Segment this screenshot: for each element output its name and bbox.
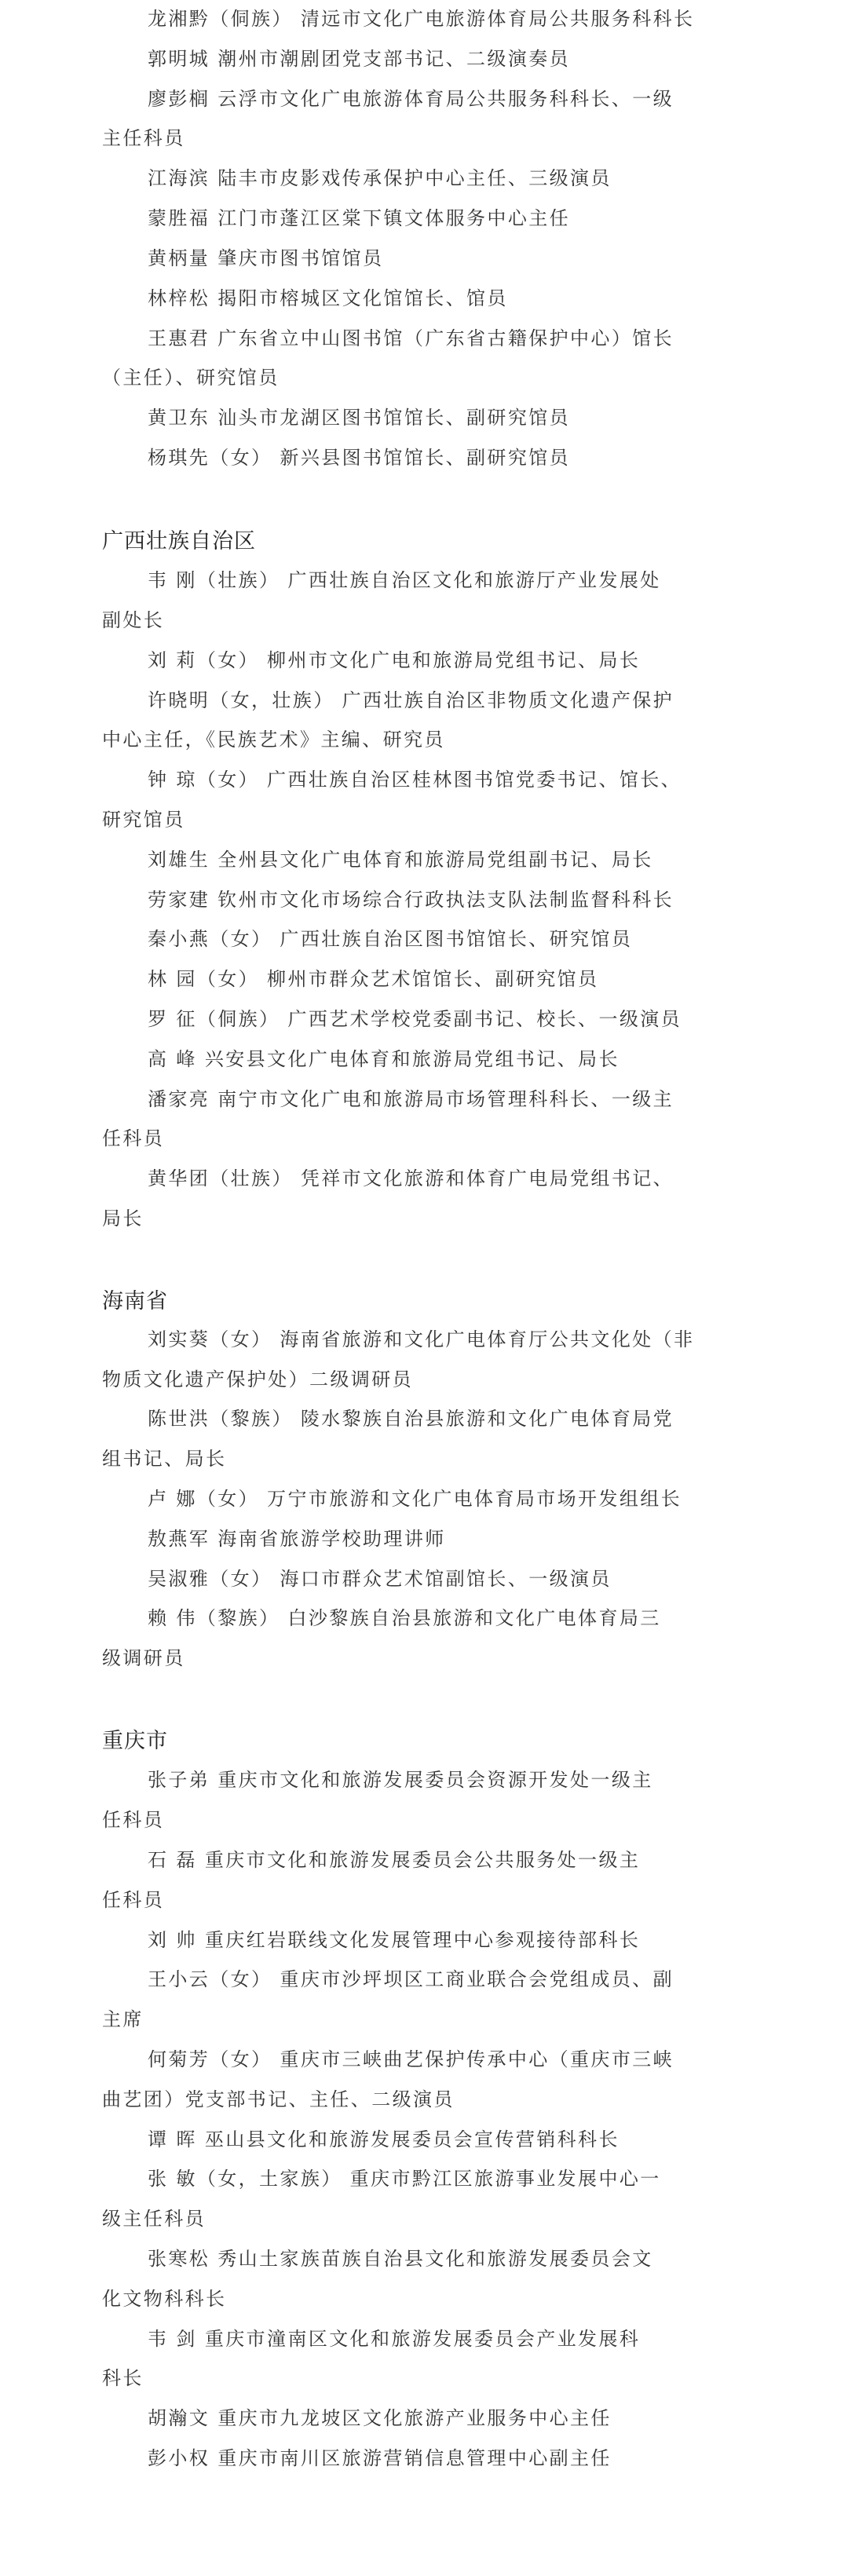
- section-heading-chongqing: 重庆市: [102, 1729, 168, 1753]
- list-item: 劳家建 钦州市文化市场综合行政执法支队法制监督科科长: [148, 889, 674, 911]
- list-item: 主席: [102, 2008, 144, 2030]
- list-item: 曲艺团）党支部书记、主任、二级演员: [102, 2088, 455, 2110]
- list-item: （主任）、研究馆员: [102, 367, 280, 389]
- list-item: 蒙胜福 江门市蓬江区棠下镇文体服务中心主任: [148, 207, 571, 229]
- list-item: 张 敏（女，土家族） 重庆市黔江区旅游事业发展中心一: [148, 2168, 661, 2190]
- list-item: 罗 征（侗族） 广西艺术学校党委副书记、校长、一级演员: [148, 1008, 682, 1030]
- list-item: 高 峰 兴安县文化广电体育和旅游局党组书记、局长: [148, 1048, 620, 1070]
- list-item: 胡瀚文 重庆市九龙坡区文化旅游产业服务中心主任: [148, 2407, 612, 2429]
- list-item: 刘实葵（女） 海南省旅游和文化广电体育厅公共文化处（非: [148, 1328, 695, 1350]
- list-item: 级调研员: [102, 1647, 185, 1669]
- list-item: 石 磊 重庆市文化和旅游发展委员会公共服务处一级主: [148, 1849, 641, 1871]
- list-item: 局长: [102, 1208, 144, 1230]
- list-item: 秦小燕（女） 广西壮族自治区图书馆馆长、研究馆员: [148, 928, 633, 950]
- list-item: 韦 剑 重庆市潼南区文化和旅游发展委员会产业发展科: [148, 2328, 641, 2350]
- list-item: 科长: [102, 2367, 144, 2389]
- list-item: 彭小权 重庆市南川区旅游营销信息管理中心副主任: [148, 2447, 612, 2469]
- list-item: 中心主任，《民族艺术》主编、研究员: [102, 729, 445, 751]
- list-item: 主任科员: [102, 127, 185, 149]
- list-item: 任科员: [102, 1127, 165, 1149]
- list-item: 龙湘黔（侗族） 清远市文化广电旅游体育局公共服务科科长: [148, 8, 695, 30]
- list-item: 级主任科员: [102, 2208, 206, 2230]
- list-item: 黄柄量 肇庆市图书馆馆员: [148, 247, 384, 269]
- list-item: 陈世洪（黎族） 陵水黎族自治县旅游和文化广电体育局党: [148, 1408, 674, 1430]
- list-item: 组书记、局长: [102, 1448, 227, 1470]
- list-item: 林 园（女） 柳州市群众艺术馆馆长、副研究馆员: [148, 968, 599, 990]
- list-item: 化文物科科长: [102, 2288, 227, 2310]
- list-item: 林梓松 揭阳市榕城区文化馆馆长、馆员: [148, 287, 508, 309]
- list-item: 许晓明（女，壮族） 广西壮族自治区非物质文化遗产保护: [148, 689, 674, 711]
- list-item: 潘家亮 南宁市文化广电和旅游局市场管理科科长、一级主: [148, 1088, 674, 1110]
- list-item: 何菊芳（女） 重庆市三峡曲艺保护传承中心（重庆市三峡: [148, 2048, 674, 2070]
- list-item: 物质文化遗产保护处）二级调研员: [102, 1368, 413, 1390]
- list-item: 谭 晖 巫山县文化和旅游发展委员会宣传营销科科长: [148, 2128, 620, 2150]
- list-item: 黄华团（壮族） 凭祥市文化旅游和体育广电局党组书记、: [148, 1167, 674, 1189]
- list-item: 韦 刚（壮族） 广西壮族自治区文化和旅游厅产业发展处: [148, 569, 661, 591]
- list-item: 江海滨 陆丰市皮影戏传承保护中心主任、三级演员: [148, 167, 612, 189]
- list-item: 吴淑雅（女） 海口市群众艺术馆副馆长、一级演员: [148, 1568, 612, 1590]
- section-heading-guangxi: 广西壮族自治区: [102, 529, 256, 554]
- list-item: 卢 娜（女） 万宁市旅游和文化广电体育局市场开发组组长: [148, 1488, 682, 1510]
- list-item: 张子弟 重庆市文化和旅游发展委员会资源开发处一级主: [148, 1769, 653, 1791]
- list-item: 郭明城 潮州市潮剧团党支部书记、二级演奏员: [148, 48, 571, 70]
- list-item: 研究馆员: [102, 809, 185, 831]
- list-item: 张寒松 秀山土家族苗族自治县文化和旅游发展委员会文: [148, 2248, 653, 2270]
- list-item: 任科员: [102, 1889, 165, 1911]
- list-item: 刘 帅 重庆红岩联线文化发展管理中心参观接待部科长: [148, 1929, 641, 1951]
- list-item: 敖燕军 海南省旅游学校助理讲师: [148, 1528, 446, 1550]
- list-item: 赖 伟（黎族） 白沙黎族自治县旅游和文化广电体育局三: [148, 1607, 661, 1629]
- list-item: 刘 莉（女） 柳州市文化广电和旅游局党组书记、局长: [148, 649, 641, 671]
- section-heading-hainan: 海南省: [102, 1289, 168, 1314]
- list-item: 钟 琼（女） 广西壮族自治区桂林图书馆党委书记、馆长、: [148, 769, 682, 791]
- list-item: 杨琪先（女） 新兴县图书馆馆长、副研究馆员: [148, 447, 571, 469]
- list-item: 廖彭榈 云浮市文化广电旅游体育局公共服务科科长、一级: [148, 88, 674, 110]
- list-item: 王惠君 广东省立中山图书馆（广东省古籍保护中心）馆长: [148, 327, 674, 349]
- list-item: 黄卫东 汕头市龙湖区图书馆馆长、副研究馆员: [148, 407, 571, 429]
- list-item: 王小云（女） 重庆市沙坪坝区工商业联合会党组成员、副: [148, 1968, 674, 1990]
- list-item: 副处长: [102, 609, 165, 631]
- list-item: 刘雄生 全州县文化广电体育和旅游局党组副书记、局长: [148, 849, 653, 871]
- list-item: 任科员: [102, 1809, 165, 1831]
